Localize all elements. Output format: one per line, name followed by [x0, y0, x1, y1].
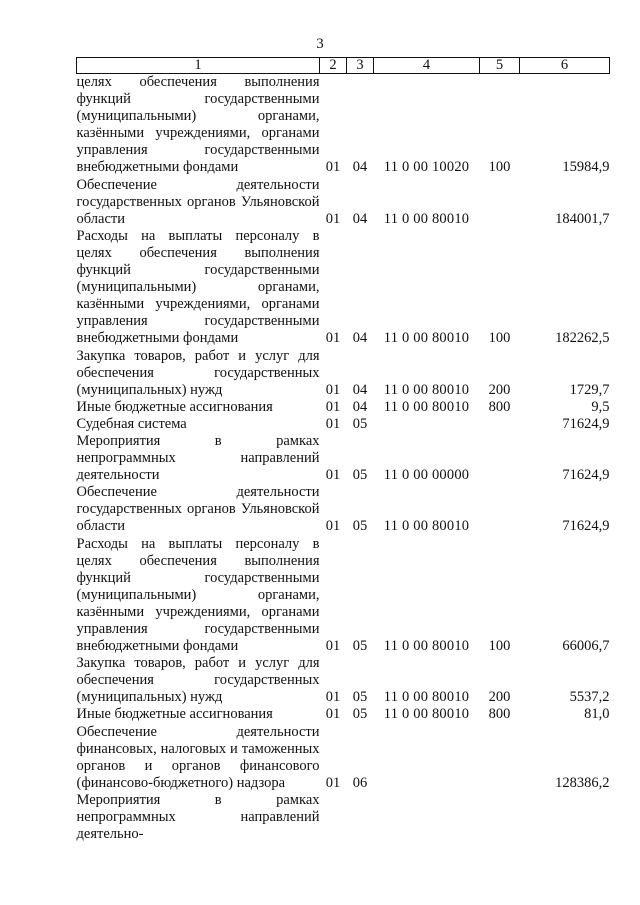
row-subsection-cell: 06: [352, 774, 368, 791]
row-amount-cell: [520, 792, 610, 843]
row-amount-cell: 1729,7: [569, 381, 610, 398]
table-row: [77, 792, 610, 843]
row-amount-cell: 81,0: [584, 706, 610, 723]
row-subsection-cell: 05: [352, 706, 368, 723]
table-row: [77, 724, 610, 792]
row-amount-cell: 128386,2: [555, 774, 610, 791]
row-expense-type-cell: 100: [488, 330, 511, 347]
row-target-code-cell: 11 0 00 80010: [383, 210, 470, 227]
table-row: [77, 177, 610, 228]
table-row: [77, 484, 610, 535]
row-target-code-cell: 11 0 00 00000: [383, 467, 470, 484]
row-expense-type-cell: [480, 484, 520, 535]
row-expense-type-cell: [480, 177, 520, 228]
row-section-cell: 01: [325, 774, 341, 791]
header-col-1: 1: [77, 58, 320, 74]
row-expense-type-cell: [480, 433, 520, 484]
row-subsection-cell: 05: [352, 415, 368, 432]
row-name-cell: Судебная система: [76, 415, 187, 432]
row-name-cell: Обеспечение деятельности государственных органов Ульяновской области: [76, 176, 320, 227]
row-expense-type-cell: [480, 792, 520, 843]
row-target-code-cell: [374, 792, 480, 843]
row-amount-cell: 184001,7: [555, 210, 610, 227]
budget-table: [76, 57, 610, 843]
row-subsection-cell: 04: [352, 159, 368, 176]
row-amount-cell: 9,5: [591, 398, 610, 415]
row-section-cell: 01: [325, 330, 341, 347]
row-expense-type-cell: 200: [488, 381, 511, 398]
row-subsection-cell: 05: [352, 689, 368, 706]
row-expense-type-cell: 100: [488, 638, 511, 655]
row-amount-cell: 71624,9: [562, 518, 610, 535]
row-name-cell: Мероприятия в рамках непрограммных направлений деятельно-: [76, 791, 320, 843]
row-name-cell: Закупка товаров, работ и услуг для обеспечения государственных (муниципальных) нужд: [76, 347, 320, 398]
row-section-cell: 01: [325, 210, 341, 227]
row-amount-cell: 71624,9: [562, 467, 610, 484]
row-subsection-cell: 05: [352, 518, 368, 535]
row-name-cell: Иные бюджетные ассигнования: [76, 398, 273, 415]
table-row: [77, 416, 610, 433]
row-expense-type-cell: 800: [488, 398, 511, 415]
header-col-6: 6: [520, 58, 610, 74]
row-target-code-cell: [374, 724, 480, 792]
row-subsection-cell: 05: [352, 638, 368, 655]
row-name-cell: Мероприятия в рамках непрограммных направлений деятельности: [76, 432, 320, 484]
row-name-cell: целях обеспечения выполнения функций государственными (муниципальными) органами, казёнными учреждениями, органами управления государственными внебюджетными фондами: [76, 74, 320, 176]
row-section-cell: 01: [325, 381, 341, 398]
row-subsection-cell: 04: [352, 381, 368, 398]
table-row: [77, 348, 610, 399]
row-section-cell: 01: [325, 159, 341, 176]
row-section-cell: 01: [325, 415, 341, 432]
row-target-code-cell: 11 0 00 80010: [383, 330, 470, 347]
table-row: [77, 228, 610, 348]
row-name-cell: Иные бюджетные ассигнования: [76, 706, 273, 723]
row-section-cell: 01: [325, 638, 341, 655]
table-header-row: [77, 58, 610, 74]
row-target-code-cell: 11 0 00 80010: [383, 518, 470, 535]
row-name-cell: Обеспечение деятельности финансовых, налоговых и таможенных органов и органов финансового (финансово-бюджетного) надзора: [76, 723, 320, 791]
row-target-code-cell: 11 0 00 10020: [383, 159, 470, 176]
header-col-4: 4: [374, 58, 480, 74]
row-target-code-cell: 11 0 00 80010: [383, 706, 470, 723]
row-expense-type-cell: [480, 724, 520, 792]
row-amount-cell: 71624,9: [562, 415, 610, 432]
row-target-code-cell: 11 0 00 80010: [383, 398, 470, 415]
row-name-cell: Расходы на выплаты персоналу в целях обеспечения выполнения функций государственными (муниципальными) органами, казёнными учреждениями, органами управления государственными внебюджетными фондами: [76, 227, 320, 347]
page-number: 3: [316, 36, 324, 52]
header-col-2: 2: [320, 58, 347, 74]
row-expense-type-cell: 800: [488, 706, 511, 723]
row-name-cell: Обеспечение деятельности государственных органов Ульяновской области: [76, 484, 320, 535]
row-expense-type-cell: 100: [488, 159, 511, 176]
row-amount-cell: 15984,9: [562, 159, 610, 176]
table-row: [77, 74, 610, 177]
row-target-code-cell: [374, 416, 480, 433]
row-expense-type-cell: 200: [488, 689, 511, 706]
row-subsection-cell: 05: [352, 467, 368, 484]
table-row: [77, 536, 610, 656]
row-amount-cell: 66006,7: [562, 638, 610, 655]
row-subsection-cell: 04: [352, 210, 368, 227]
header-col-3: 3: [347, 58, 374, 74]
row-section-cell: 01: [325, 467, 341, 484]
row-subsection-cell: 04: [352, 330, 368, 347]
table-body: [77, 74, 610, 844]
row-expense-type-cell: [480, 416, 520, 433]
table-row: [77, 399, 610, 416]
row-section-cell: 01: [325, 518, 341, 535]
table-row: [77, 433, 610, 484]
row-target-code-cell: 11 0 00 80010: [383, 689, 470, 706]
row-amount-cell: 5537,2: [569, 689, 610, 706]
header-col-5: 5: [480, 58, 520, 74]
row-target-code-cell: 11 0 00 80010: [383, 381, 470, 398]
row-name-cell: Расходы на выплаты персоналу в целях обеспечения выполнения функций государственными (муниципальными) органами, казёнными учреждениями, органами управления государственными внебюджетными фондами: [76, 535, 320, 655]
row-subsection-cell: [347, 792, 374, 843]
row-section-cell: 01: [325, 689, 341, 706]
row-subsection-cell: 04: [352, 398, 368, 415]
row-section-cell: 01: [325, 706, 341, 723]
row-section-cell: [320, 792, 347, 843]
row-name-cell: Закупка товаров, работ и услуг для обеспечения государственных (муниципальных) нужд: [76, 655, 320, 706]
table-row: [77, 706, 610, 723]
row-section-cell: 01: [325, 398, 341, 415]
row-target-code-cell: 11 0 00 80010: [383, 638, 470, 655]
row-amount-cell: 182262,5: [555, 330, 610, 347]
table-row: [77, 655, 610, 706]
